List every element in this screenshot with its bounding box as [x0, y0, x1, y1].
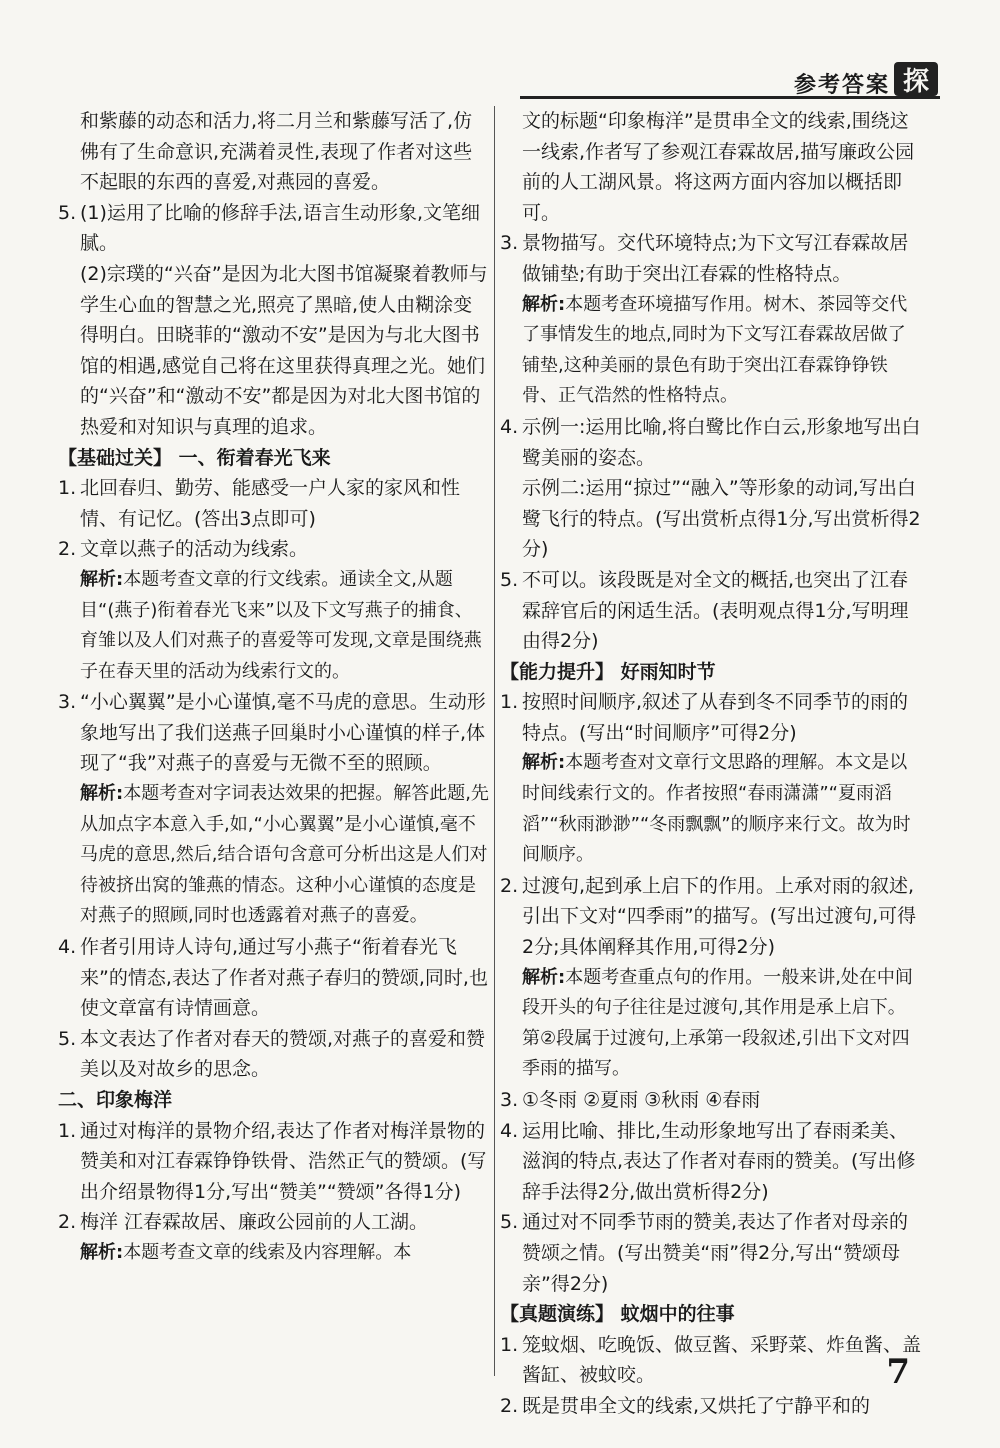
- answer-text: 运用比喻、排比,生动形象地写出了春雨柔美、滋润的特点,表达了作者对春雨的赞美。(写出修辞手法得2分,做出赏析得2分): [522, 1119, 916, 1203]
- analysis-text: 本题考查文章的行文线索。通读全文,从题目“(燕子)衔着春光飞来”以及下文写燕子的捕食、育雏以及人们对燕子的喜爱等可发现,文章是围绕燕子在春天里的活动为线索行文的。: [80, 568, 482, 682]
- column-divider: [494, 106, 495, 1376]
- analysis-label: 解析:: [522, 752, 566, 774]
- analysis-label: 解析:: [522, 293, 566, 315]
- answer-item: [500, 687, 922, 748]
- analysis-text: 本题考查对字词表达效果的把握。解答此题,先从加点字本意入手,如,“小心翼翼”是小心谨慎,毫不马虎的意思,然后,结合语句含意可分析出这是人们对待被挤出窝的雏燕的情态。这种小心谨慎的态度是对燕子的照顾,同时也透露着对燕子的喜爱。: [80, 783, 489, 927]
- answer-text: 不可以。该段既是对全文的概括,也突出了江春霖辞官后的闲适生活。(表明观点得1分,写明理由得2分): [522, 568, 909, 653]
- analysis-text: 本题考查重点句的作用。一般来讲,处在中间段开头的句子往往是过渡句,其作用是承上启下。第②段属于过渡句,上承第一段叙述,引出下文对四季雨的描写。: [522, 966, 913, 1080]
- answer-text: 笼蚊烟、吃晚饭、做豆酱、采野菜、炸鱼酱、盖酱缸、被蚊咬。: [522, 1333, 922, 1387]
- answer-item: [58, 1116, 490, 1208]
- answer-item: [58, 687, 490, 779]
- answer-text: 作者引用诗人诗句,通过写小燕子“衔着春光飞来”的情态,表达了作者对燕子春归的赞颂,同时,也使文章富有诗情画意。: [80, 936, 488, 1020]
- brand-logo-icon: 探: [894, 62, 938, 96]
- analysis-item: [58, 1238, 490, 1269]
- answer-text: 既是贯串全文的线索,又烘托了宁静平和的: [522, 1394, 871, 1417]
- page-header: [0, 0, 1000, 120]
- answer-number: 1.: [58, 1119, 77, 1142]
- answer-number: 2.: [58, 1211, 77, 1234]
- answer-number: 2.: [500, 874, 519, 897]
- analysis-item: [500, 290, 922, 412]
- answer-text: 景物描写。交代环境特点;为下文写江春霖故居做铺垫;有助于突出江春霖的性格特点。: [522, 232, 909, 285]
- analysis-item: [58, 565, 490, 687]
- answer-number: 4.: [500, 415, 519, 438]
- answer-number: 1.: [500, 691, 519, 714]
- answer-text: 通过对梅洋的景物介绍,表达了作者对梅洋景物的赞美和对江春霖铮铮铁骨、浩然正气的赞颂。(写出介绍景物得1分,写出“赞美”“赞颂”各得1分): [80, 1119, 487, 1203]
- page-number: 7: [886, 1352, 910, 1392]
- section-heading: 【能力提升】 好雨知时节: [500, 660, 716, 683]
- header-title: 参考答案: [793, 73, 890, 98]
- answer-item: [500, 228, 922, 289]
- answer-item: [500, 1207, 922, 1299]
- section-heading: 【基础过关】 一、衔着春光飞来: [58, 446, 331, 469]
- answer-number: 5.: [58, 201, 77, 224]
- answer-number: 2.: [500, 1394, 519, 1417]
- text-paragraph: 文的标题“印象梅洋”是贯串全文的线索,围绕这一线索,作者写了参观江春霖故居,描写廉政公园前的人工湖风景。将这两方面内容加以概括即可。: [522, 110, 915, 224]
- answer-text: (1)运用了比喻的修辞手法,语言生动形象,文笔细腻。: [80, 201, 480, 255]
- answer-item: [58, 198, 490, 259]
- analysis-item: [500, 963, 922, 1085]
- analysis-label: 解析:: [80, 1241, 124, 1263]
- answer-text: 过渡句,起到承上启下的作用。上承对雨的叙述,引出下文对“四季雨”的描写。(写出过渡句,可得2分;具体阐释其作用,可得2分): [522, 874, 917, 959]
- answer-item: [500, 565, 922, 657]
- answer-text: 本文表达了作者对春天的赞颂,对燕子的喜爱和赞美以及对故乡的思念。: [80, 1027, 486, 1081]
- answer-item: [500, 412, 922, 473]
- analysis-label: 解析:: [80, 783, 124, 805]
- answer-text: “小心翼翼”是小心谨慎,毫不马虎的意思。生动形象地写出了我们送燕子回巢时小心谨慎的样子,体现了“我”对燕子的喜爱与无微不至的照顾。: [80, 691, 486, 775]
- answer-number: 4.: [500, 1119, 519, 1142]
- right-column: [500, 106, 922, 1422]
- analysis-text: 本题考查文章的线索及内容理解。本: [123, 1241, 412, 1263]
- analysis-text: 本题考查环境描写作用。树木、茶园等交代了事情发生的地点,同时为下文写江春霖故居做了铺垫,这种美丽的景色有助于突出江春霖铮铮铁骨、正气浩然的性格特点。: [522, 293, 908, 407]
- answer-item: [500, 1085, 922, 1116]
- answer-number: 5.: [500, 568, 519, 591]
- answer-item: [58, 932, 490, 1024]
- answer-item: [58, 1024, 490, 1085]
- analysis-label: 解析:: [80, 568, 124, 590]
- text-paragraph: 和紫藤的动态和活力,将二月兰和紫藤写活了,仿佛有了生命意识,充满着灵性,表现了作者对这些不起眼的东西的喜爱,对燕园的喜爱。: [80, 110, 473, 194]
- answer-number: 4.: [58, 936, 77, 959]
- answer-item: [500, 1116, 922, 1208]
- answer-number: 1.: [58, 477, 77, 500]
- answer-item: [58, 1207, 490, 1238]
- answer-number: 2.: [58, 538, 77, 561]
- answer-text: ①冬雨 ②夏雨 ③秋雨 ④春雨: [522, 1089, 761, 1111]
- left-column: [58, 106, 490, 1269]
- answer-item: [58, 534, 490, 565]
- analysis-text: 本题考查对文章行文思路的理解。本文是以时间线索行文的。作者按照“春雨潇潇”“夏雨滔滔”“秋雨渺渺”“冬雨飘飘”的顺序来行文。故为时间顺序。: [522, 752, 911, 866]
- answer-text: 示例一:运用比喻,将白鹭比作白云,形象地写出白鹭美丽的姿态。: [522, 415, 921, 469]
- answer-text: 北回春归、勤劳、能感受一户人家的家风和性情、有记忆。(答出3点即可): [80, 477, 461, 530]
- header-rule: [520, 96, 940, 99]
- answer-number: 1.: [500, 1333, 519, 1356]
- answer-number: 3.: [500, 1089, 519, 1111]
- answer-item: [500, 1330, 922, 1391]
- answer-text: 按照时间顺序,叙述了从春到冬不同季节的雨的特点。(写出“时间顺序”可得2分): [522, 691, 909, 744]
- answer-item: [58, 473, 490, 534]
- answer-number: 3.: [58, 691, 77, 714]
- section-heading: 二、印象梅洋: [58, 1089, 173, 1111]
- answer-text: 梅洋 江春霖故居、廉政公园前的人工湖。: [80, 1211, 429, 1234]
- section-heading: 【真题演练】 蚊烟中的往事: [500, 1303, 735, 1326]
- analysis-item: [500, 748, 922, 870]
- analysis-item: [58, 779, 490, 932]
- answer-item: [500, 871, 922, 963]
- text-paragraph: 示例二:运用“掠过”“融入”等形象的动词,写出白鹭飞行的特点。(写出赏析点得1分,写出赏析得2分): [522, 477, 921, 561]
- answer-number: 3.: [500, 232, 519, 255]
- answer-number: 5.: [500, 1211, 519, 1234]
- answer-number: 5.: [58, 1027, 77, 1050]
- text-paragraph: (2)宗璞的“兴奋”是因为北大图书馆凝聚着教师与学生心血的智慧之光,照亮了黑暗,使人由糊涂变得明白。田晓菲的“激动不安”是因为与北大图书馆的相遇,感觉自己将在这里获得真理之光。她们的“兴奋”和“激动不安”都是因为对北大图书馆的热爱和对知识与真理的追求。: [80, 262, 488, 438]
- answer-item: [500, 1391, 922, 1422]
- analysis-label: 解析:: [522, 966, 566, 988]
- answer-text: 文章以燕子的活动为线索。: [80, 538, 309, 561]
- answer-text: 通过对不同季节雨的赞美,表达了作者对母亲的赞颂之情。(写出赞美“雨”得2分,写出“赞颂母亲”得2分): [522, 1211, 909, 1295]
